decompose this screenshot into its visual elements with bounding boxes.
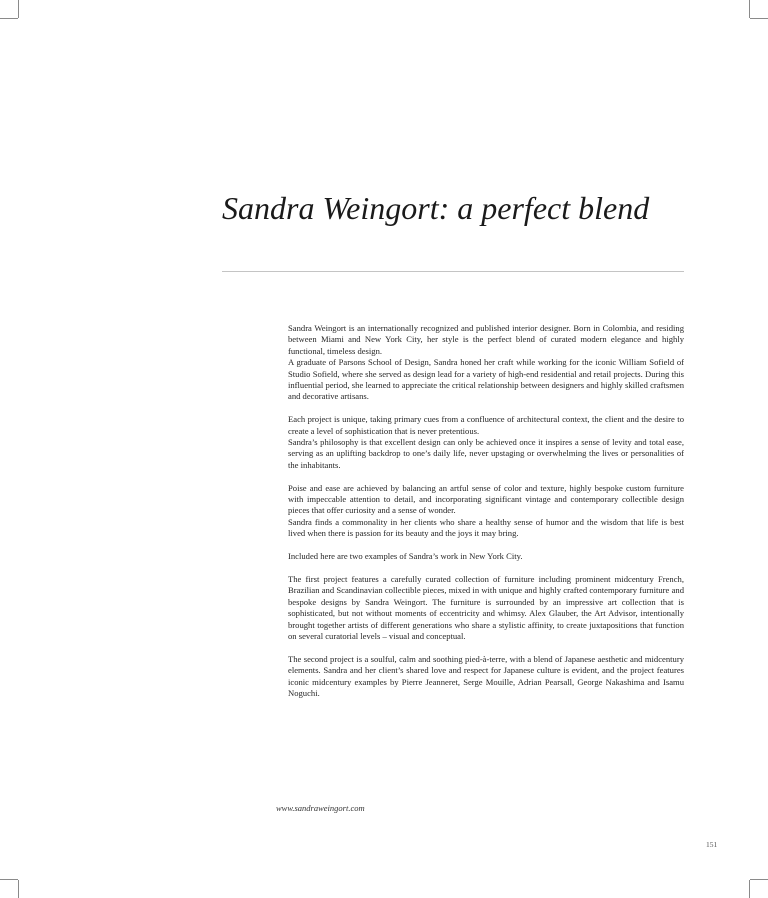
title-divider — [222, 271, 684, 272]
body-paragraph: Sandra Weingort is an internationally recognized and published interior designer. Born in Colombia, and residing between Miami and New York City, her style is the perfect blend of curated modern elegance and highly functional, timeless design. — [288, 323, 684, 356]
article-title: Sandra Weingort: a perfect blend — [222, 190, 650, 226]
crop-mark-bottom-right — [749, 880, 750, 898]
body-paragraph: A graduate of Parsons School of Design, Sandra honed her craft while working for the iconic William Sofield of Studio Sofield, where she served as design lead for a variety of high-end residential and retail projects. During this influential period, she learned to appreciate the critical relationship between designers and highly skilled craftsmen and decorative artisans. — [288, 357, 684, 402]
crop-mark-top-left — [18, 0, 19, 18]
body-paragraph: Included here are two examples of Sandra’s work in New York City. — [288, 551, 523, 562]
crop-mark-bottom-left — [18, 880, 19, 898]
page-number: 151 — [706, 840, 718, 849]
crop-mark-bottom-right — [750, 879, 768, 880]
body-paragraph: Each project is unique, taking primary cues from a confluence of architectural context, the client and the desire to create a level of sophistication that is never pretentious. — [288, 414, 684, 436]
crop-mark-top-right — [749, 0, 750, 18]
website-link[interactable]: www.sandraweingort.com — [276, 803, 365, 813]
body-paragraph: The first project features a carefully curated collection of furniture including prominent midcentury French, Brazilian and Scandinavian collectible pieces, mixed in with unique and highly crafted contemporary furniture and bespoke designs by Sandra Weingort. The furniture is surrounded by an impressive art collection that is sophisticated, but not without moments of eccentricity and whimsy. Alex Glauber, the Art Advisor, intentionally brought together artists of different generations who share a stylistic affinity, to create juxtapositions that function on several curatorial levels – visual and conceptual. — [288, 573, 684, 641]
crop-mark-top-right — [750, 18, 768, 19]
body-paragraph: Sandra’s philosophy is that excellent design can only be achieved once it inspires a sense of levity and total ease, serving as an uplifting backdrop to one’s daily life, never upstaging or overwhelming the lives or personalities of the inhabitants. — [288, 437, 684, 470]
crop-mark-top-left — [0, 18, 18, 19]
body-paragraph: Sandra finds a commonality in her clients who share a healthy sense of humor and the wisdom that life is best lived when there is passion for its beauty and the joys it may bring. — [288, 516, 684, 539]
article-body — [288, 323, 684, 711]
body-paragraph: The second project is a soulful, calm and soothing pied-à-terre, with a blend of Japanese aesthetic and midcentury elements. Sandra and her client’s shared love and respect for Japanese culture is evident, and the project features iconic midcentury examples by Pierre Jeanneret, Serge Mouille, Adrian Pearsall, George Nakashima and Isamu Noguchi. — [288, 653, 684, 698]
crop-mark-bottom-left — [0, 879, 18, 880]
body-paragraph: Poise and ease are achieved by balancing an artful sense of color and texture, highly bespoke custom furniture with impeccable attention to detail, and incorporating significant vintage and contemporary collectible design pieces that offer curiosity and a sense of wonder. — [288, 482, 684, 516]
